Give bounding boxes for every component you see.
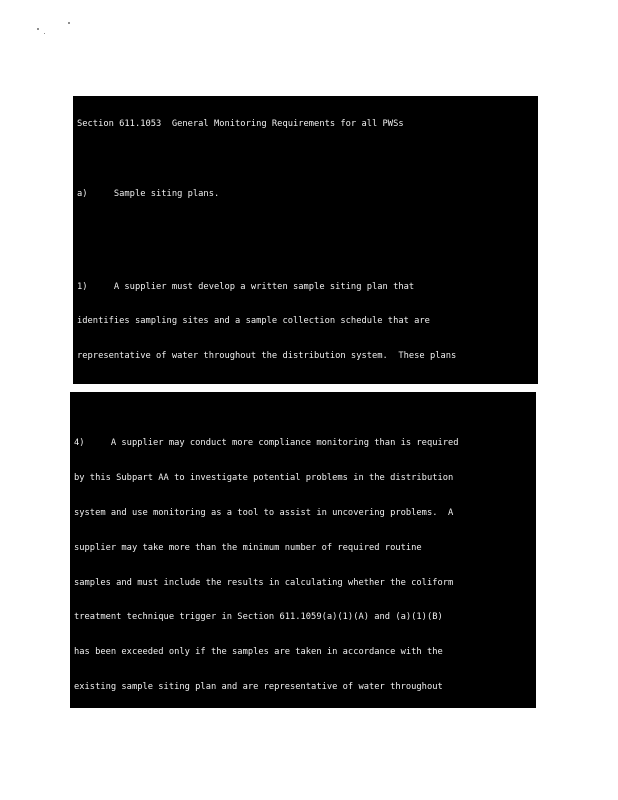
document-block-upper — [73, 96, 538, 384]
subsection-heading: a) Sample siting plans. — [77, 188, 220, 199]
paragraph-1: 1) A supplier must develop a written sample siting plan that identifies sampling sites and a sample collection schedule that are representative of water throughout the distribution system. These plans — [77, 281, 457, 362]
section-heading: Section 611.1053 General Monitoring Requirements for all PWSs — [77, 119, 404, 130]
scan-speck — [68, 22, 70, 24]
paragraph-4: 4) A supplier may conduct more compliance monitoring than is required by this Subpart AA to investigate potential problems in the distribution system and use monitoring as a tool to assist in uncovering problems. A supplier may take more than the minimum number of required routine samples and must include the results in calculating whether the coliform treatment technique trigger in Section 611.1059(a)(1)(A) and (a)(1)(B) has been exceeded only if the samples are taken in accordance with the existing sample siting plan and are representative of water throughout — [74, 438, 459, 692]
scan-speck — [37, 28, 39, 30]
document-block-lower — [70, 392, 536, 708]
scan-speck — [44, 33, 45, 34]
